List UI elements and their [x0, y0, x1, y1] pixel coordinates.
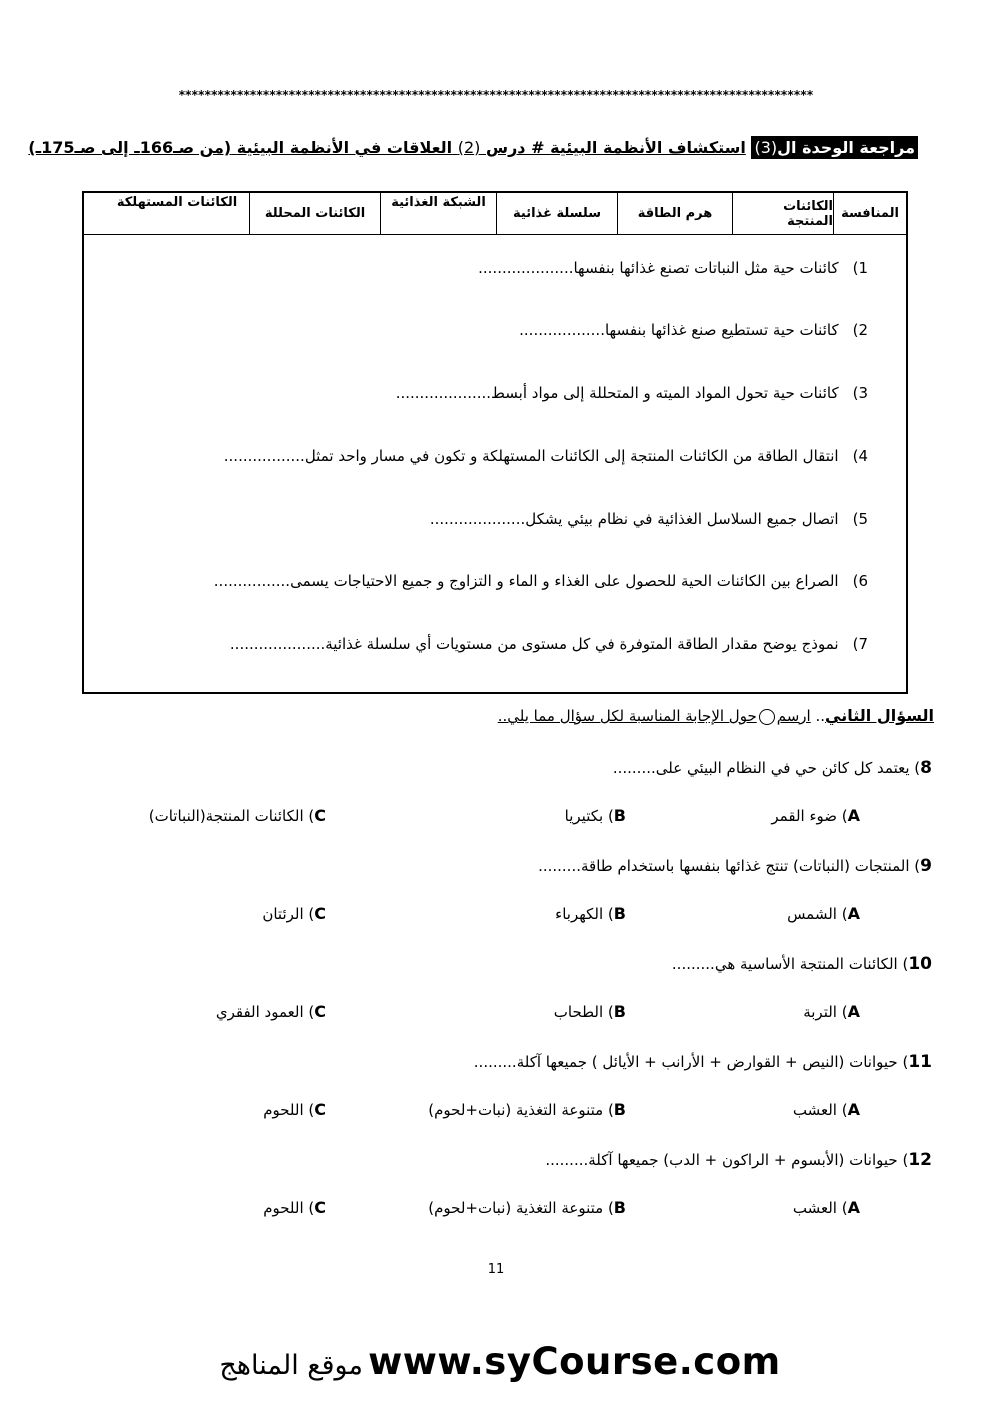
title-body: استكشاف الأنظمة البيئية # درس (2) العلاقات في الأنظمة البيئية (من صـ166ـ إلى صـ175ـ) [28, 138, 746, 157]
footer-url: www.syCourse.com [368, 1340, 781, 1383]
mcq-option-a: A) التربة [803, 1002, 860, 1021]
word-bank-cell: الكائنات المنتجة [732, 193, 833, 234]
mcq-option-a: A) ضوء القمر [771, 806, 860, 825]
question2-heading: السؤال الثاني.. ارسمحول الإجابة المناسبة لكل سؤال مما يلي.. [497, 706, 934, 725]
mcq-option-b: B) بكتيريا [564, 806, 626, 825]
footer-watermark [0, 1340, 992, 1383]
word-bank [84, 193, 906, 235]
word-bank-cell: الكائنات المستهلكة [116, 195, 238, 210]
question1-box [82, 191, 908, 694]
mcq-option-c: C) العمود الفقري [215, 1002, 326, 1021]
fill-item: 1)كائنات حية مثل النباتات تصنع غذائها بنفسها.................... [478, 259, 868, 277]
mcq-question: 9) المنتجات (النباتات) تنتج غذائها بنفسها باستخدام طاقة......... [538, 856, 932, 876]
mcq-option-b: B) متنوعة التغذية (نبات+لحوم) [428, 1100, 626, 1119]
fill-item: 2)كائنات حية تستطيع صنع غذائها بنفسها.................. [519, 321, 868, 339]
mcq-option-c: C) الكائنات المنتجة(النباتات) [148, 806, 326, 825]
mcq-option-c: C) اللحوم [263, 1100, 326, 1119]
mcq-option-b: B) الطحاب [553, 1002, 626, 1021]
mcq-option-c: C) الرئتان [262, 904, 326, 923]
fill-item: 5)اتصال جميع السلاسل الغذائية في نظام بيئي يشكل.................... [429, 510, 868, 528]
mcq-option-a: A) الشمس [787, 904, 860, 923]
decorative-star-line: ************************************************************************************************** [178, 88, 814, 102]
fill-item: 4)انتقال الطاقة من الكائنات المنتجة إلى الكائنات المستهلكة و تكون في مسار واحد تمثل................. [223, 447, 868, 465]
mcq-option-a: A) العشب [792, 1100, 860, 1119]
mcq-option-c: C) اللحوم [263, 1198, 326, 1217]
mcq-option-b: B) الكهرباء [555, 904, 626, 923]
fill-item: 6)الصراع بين الكائنات الحية للحصول على الغذاء و الماء و التزاوج و جميع الاحتياجات يسمى................ [213, 572, 868, 590]
fill-item: 3)كائنات حية تحول المواد الميته و المتحللة إلى مواد أبسط.................... [395, 384, 868, 402]
word-bank-cell: الكائنات المحللة [249, 193, 380, 234]
word-bank-cell: هرم الطاقة [617, 193, 732, 234]
page-title [28, 138, 918, 157]
mcq-option-b: B) متنوعة التغذية (نبات+لحوم) [428, 1198, 626, 1217]
mcq-question: 11) حيوانات (النيص + القوارض + الأرانب + الأيائل ) جميعها آكلة......... [473, 1052, 932, 1072]
mcq-question: 12) حيوانات (الأبسوم + الراكون + الدب) جميعها آكلة......... [545, 1150, 932, 1170]
footer-arabic: موقع المناهج [219, 1350, 363, 1381]
word-bank-cell: المنافسة [833, 193, 906, 234]
title-unit: مراجعة الوحدة ال(3) [751, 136, 918, 159]
page-number: 11 [487, 1262, 505, 1277]
circle-icon [759, 709, 775, 725]
mcq-question: 10) الكائنات المنتجة الأساسية هي......... [671, 954, 932, 974]
fill-item: 7)نموذج يوضح مقدار الطاقة المتوفرة في كل مستوى من مستويات أي سلسلة غذائية.................... [229, 635, 868, 653]
mcq-option-a: A) العشب [792, 1198, 860, 1217]
word-bank-cell: الشبكة الغذائية [380, 193, 496, 234]
mcq-question: 8) يعتمد كل كائن حي في النظام البيئي على......... [612, 758, 932, 778]
word-bank-cell: سلسلة غذائية [496, 193, 617, 234]
